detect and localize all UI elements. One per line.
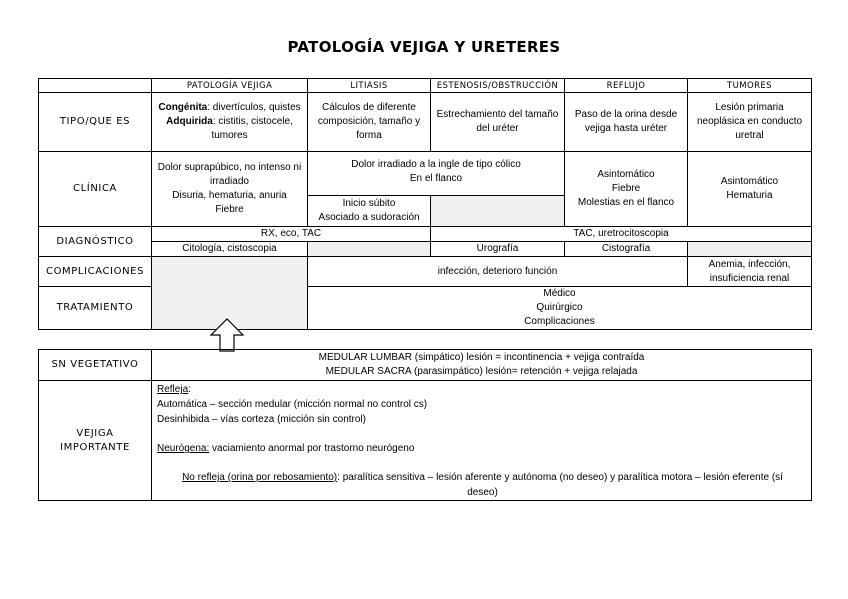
col-header-estenosis: ESTENOSIS/OBSTRUCCIÓN [431, 79, 565, 93]
vejiga-label: VEJIGA [76, 427, 114, 439]
row-header-sn: SN VEGETATIVO [39, 350, 152, 381]
page-title: PATOLOGÍA VEJIGA Y URETERES [287, 38, 561, 56]
importante-label: IMPORTANTE [60, 441, 130, 453]
cell-tipo-vejiga [152, 93, 308, 152]
clinica-litiasis-line: Inicio súbito [342, 198, 396, 209]
neurogena-text: vaciamiento anormal por trastorno neurógeno [209, 443, 415, 454]
refleja-label: Refleja [157, 384, 189, 395]
row-header-tratamiento: TRATAMIENTO [39, 287, 152, 330]
col-header-tumores: TUMORES [688, 79, 812, 93]
sn-line: MEDULAR SACRA (parasimpático) lesión= retención + vejiga relajada [325, 366, 638, 377]
cell-tipo-estenosis: Estrechamiento del tamaño del uréter [431, 93, 565, 152]
adquirida-text: : cistitis, cistocele, tumores [211, 116, 293, 141]
cell-vejiga-importante [152, 381, 812, 501]
clinica-dolor-line: En el flanco [409, 173, 463, 184]
col-header-reflujo: REFLUJO [565, 79, 688, 93]
clinica-reflujo-line: Fiebre [611, 183, 641, 194]
cell-diag-tumores-empty [688, 242, 812, 257]
clinica-reflujo-line: Molestias en el flanco [577, 197, 675, 208]
cell-complicaciones-tumores: Anemia, infección, insuficiencia renal [688, 257, 812, 287]
cell-clinica-vejiga [152, 152, 308, 227]
cell-clinica-litiasis-estenosis [308, 152, 565, 196]
clinica-tumores-line: Hematuria [726, 190, 773, 201]
congenita-text: : divertículos, quistes [207, 102, 301, 113]
clinica-vejiga-line: Dolor suprapúbico, no intenso ni irradiado [157, 162, 302, 187]
cell-tipo-reflujo: Paso de la orina desde vejiga hasta uréter [565, 93, 688, 152]
norefleja-label: No refleja (orina por rebosamiento) [182, 472, 338, 483]
row-header-complicaciones: COMPLICACIONES [39, 257, 152, 287]
cell-diag-litiasis-empty [308, 242, 431, 257]
cell-tipo-tumores: Lesión primaria neoplásica en conducto uretral [688, 93, 812, 152]
col-header-litiasis: LITIASIS [308, 79, 431, 93]
tratamiento-line: Médico [543, 288, 576, 299]
neurogena-label: Neurógena: [157, 443, 210, 454]
cell-clinica-litiasis-extra [308, 196, 431, 227]
col-header-vejiga: PATOLOGÍA VEJIGA [152, 79, 308, 93]
norefleja-text: : paralítica sensitiva – lesión aferente y autónoma (no deseo) y paralítica motora – lesión eferente (sí deseo) [337, 472, 783, 498]
cell-complicaciones-shared: infección, deterioro función [308, 257, 688, 287]
automatica-line: Automática – sección medular (micción normal no control cs) [157, 399, 428, 410]
cell-clinica-tumores [688, 152, 812, 227]
sn-line: MEDULAR LUMBAR (simpático) lesión = incontinencia + vejiga contraída [318, 352, 645, 363]
cell-diag-reflujo: Cistografía [565, 242, 688, 257]
header-empty [39, 79, 152, 93]
tratamiento-line: Complicaciones [524, 316, 595, 327]
adquirida-label: Adquirida [166, 116, 213, 127]
cell-sn [152, 350, 812, 381]
cell-diag-estenosis: Urografía [431, 242, 565, 257]
clinica-reflujo-line: Asintomático [597, 169, 655, 180]
cell-diag-rx: RX, eco, TAC [152, 227, 431, 242]
cell-tratamiento-shared [308, 287, 812, 330]
clinica-vejiga-line: Disuria, hematuria, anuria [172, 190, 287, 201]
clinica-litiasis-line: Asociado a sudoración [318, 212, 420, 223]
tratamiento-line: Quirúrgico [536, 302, 583, 313]
row-header-vejiga [39, 381, 152, 501]
cell-tipo-litiasis: Cálculos de diferente composición, tamaño y forma [308, 93, 431, 152]
cell-diag-tac: TAC, uretrocitoscopia [431, 227, 812, 242]
cell-clinica-reflujo [565, 152, 688, 227]
nervous-system-table [38, 349, 812, 501]
desinhibida-line: Desinhibida – vías corteza (micción sin control) [157, 414, 366, 425]
row-header-tipo: TIPO/QUE ES [39, 93, 152, 152]
cell-clinica-estenosis-empty [431, 196, 565, 227]
clinica-dolor-line: Dolor irradiado a la ingle de tipo cólico [351, 159, 521, 170]
row-header-diagnostico: DIAGNÓSTICO [39, 227, 152, 257]
cell-diag-vejiga: Citología, cistoscopia [152, 242, 308, 257]
clinica-tumores-line: Asintomático [720, 176, 779, 187]
up-arrow-icon [210, 318, 244, 352]
congenita-label: Congénita [158, 102, 208, 113]
clinica-vejiga-line: Fiebre [215, 204, 244, 215]
pathology-table [38, 78, 812, 330]
refleja-colon: : [188, 384, 191, 395]
row-header-clinica: CLÍNICA [39, 152, 152, 227]
